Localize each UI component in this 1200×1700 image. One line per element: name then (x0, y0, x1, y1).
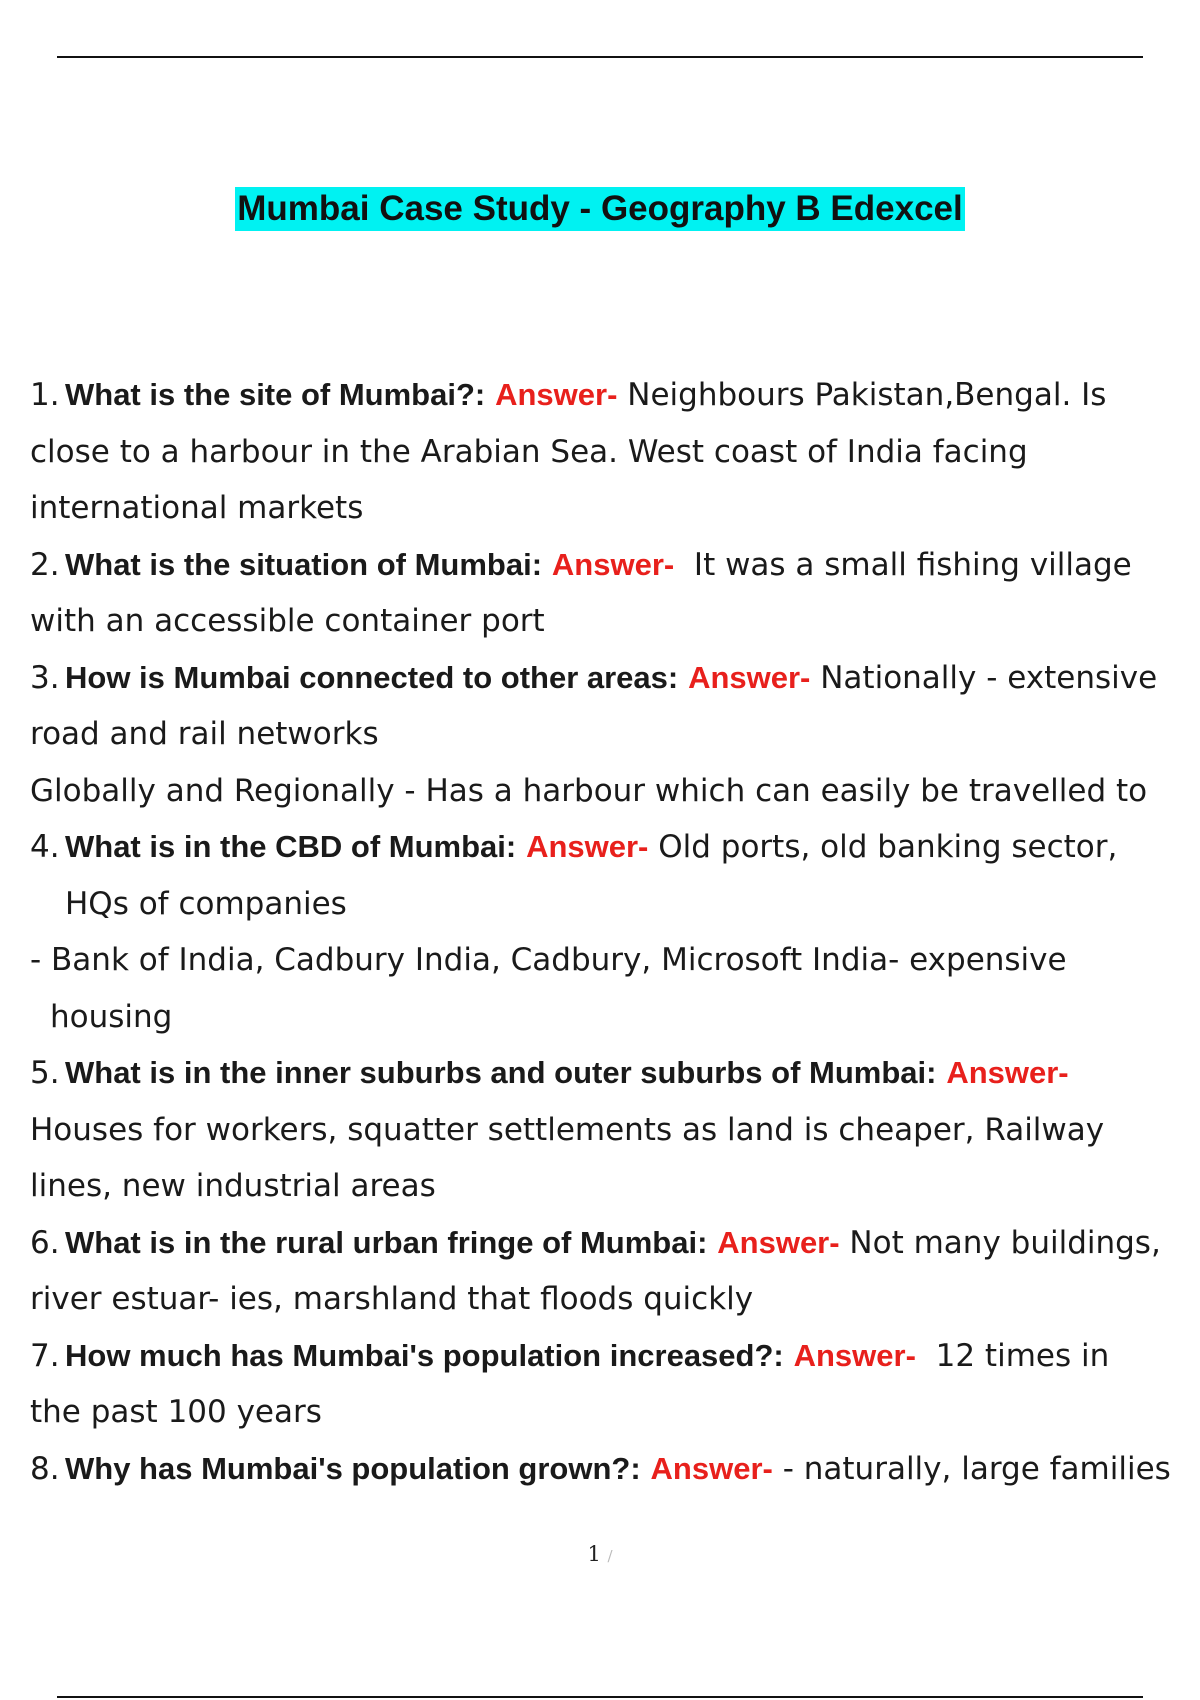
question-text: What is the site of Mumbai?: (65, 377, 486, 412)
answer-line: close to a harbour in the Arabian Sea. West coast of India facing (30, 433, 1028, 470)
item-number: 2. (30, 546, 60, 583)
answer-label: Answer- (551, 546, 675, 582)
question-text: What is in the inner suburbs and outer suburbs of Mumbai: (65, 1055, 937, 1090)
qa-item-7 (30, 1328, 1200, 1385)
answer-label: Answer- (946, 1055, 1069, 1090)
qa-item-8 (30, 1441, 1200, 1498)
answer-text: Old ports, old banking sector, (648, 829, 1118, 865)
item-number: 7. (30, 1337, 60, 1374)
bottom-rule (57, 1696, 1143, 1698)
answer-text: It was a small fishing village (674, 546, 1132, 583)
answer-text: Nationally - extensive (810, 659, 1158, 696)
answer-line: Houses for workers, squatter settlements as land is cheaper, Railway (30, 1111, 1105, 1148)
answer-label: Answer- (793, 1337, 916, 1373)
answer-label: Answer- (526, 829, 649, 864)
top-rule (57, 56, 1143, 58)
answer-label: Answer- (495, 377, 618, 412)
qa-item-4 (30, 819, 1200, 876)
answer-line: with an accessible container port (30, 603, 545, 639)
item-number: 1. (30, 377, 60, 413)
qa-item-3 (30, 650, 1200, 707)
item-number: 3. (30, 659, 60, 696)
answer-line: lines, new industrial areas (30, 1168, 436, 1204)
item-number: 6. (30, 1224, 60, 1261)
qa-item-6 (30, 1215, 1200, 1272)
answer-label: Answer- (717, 1224, 840, 1260)
answer-line: HQs of companies (65, 885, 347, 922)
answer-line: - Bank of India, Cadbury India, Cadbury, Microsoft India- expensive (30, 942, 1067, 978)
answer-line: road and rail networks (30, 716, 379, 752)
answer-text: - naturally, large families (772, 1450, 1171, 1487)
answer-label: Answer- (650, 1450, 773, 1486)
answer-line: river estuar- ies, marshland that floods quickly (30, 1281, 754, 1317)
qa-item-5 (30, 1045, 1200, 1102)
page-number-separator: / (607, 1547, 613, 1565)
page-number (0, 1542, 1200, 1566)
question-text: What is in the CBD of Mumbai: (65, 829, 517, 864)
qa-list (30, 367, 1200, 1497)
answer-line: housing (50, 998, 173, 1035)
answer-text: Neighbours Pakistan,Bengal. Is (617, 377, 1107, 413)
title-wrap (0, 187, 1200, 231)
item-number: 4. (30, 829, 60, 865)
qa-item-1 (30, 367, 1200, 424)
question-text: What is in the rural urban fringe of Mumbai: (65, 1224, 708, 1260)
answer-line: Globally and Regionally - Has a harbour which can easily be travelled to (30, 772, 1148, 809)
question-text: Why has Mumbai's population grown?: (65, 1450, 641, 1486)
answer-label: Answer- (688, 659, 811, 695)
page-number-value: 1 (587, 1542, 601, 1566)
question-text: How is Mumbai connected to other areas: (65, 659, 679, 695)
question-text: What is the situation of Mumbai: (65, 546, 543, 582)
qa-item-2 (30, 537, 1200, 594)
page-title: Mumbai Case Study - Geography B Edexcel (235, 187, 964, 231)
item-number: 5. (30, 1055, 60, 1091)
answer-text: Not many buildings, (839, 1224, 1161, 1261)
answer-line: the past 100 years (30, 1394, 322, 1430)
item-number: 8. (30, 1450, 60, 1487)
answer-line: international markets (30, 490, 364, 526)
question-text: How much has Mumbai's population increased?: (65, 1337, 784, 1373)
answer-text: 12 times in (915, 1337, 1110, 1374)
